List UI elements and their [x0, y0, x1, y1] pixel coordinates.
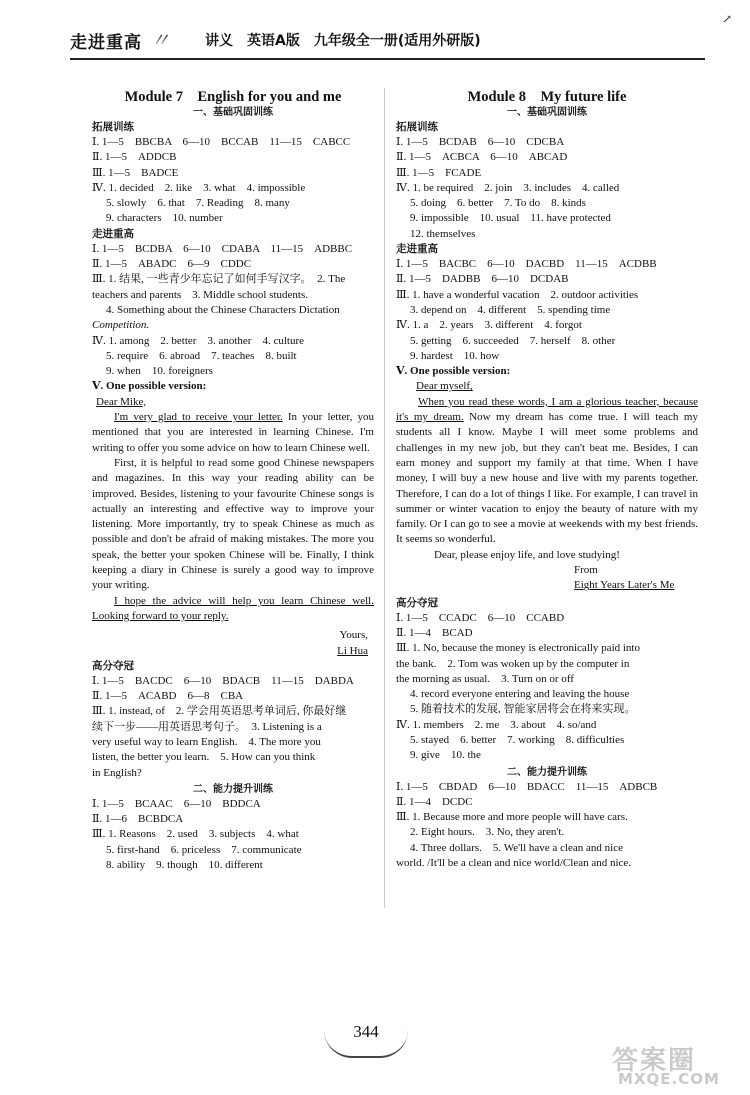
answer-line: Ⅰ. 1—5 BCDAB 6—10 CDCBA	[396, 136, 565, 148]
answer-line: Ⅰ. 1—5 BACDC 6—10 BDACB 11—15 DABDA	[92, 674, 354, 687]
letter-to-mike	[92, 395, 374, 659]
answer-line: Ⅳ. 1. among 2. better 3. another 4. culture	[92, 334, 304, 347]
answer-line: Ⅱ. 1—5 DADBB 6—10 DCDAB	[396, 273, 569, 286]
letter-paragraph: Dear, please enjoy life, and love studying!	[434, 548, 620, 561]
answer-line: 2. Eight hours. 3. No, they aren't.	[410, 826, 565, 839]
ability-training-heading: 二、能力提升训练	[507, 766, 587, 778]
writing-heading: Ⅴ. One possible version:	[396, 365, 511, 378]
answer-line: very useful way to learn English. 4. The more you	[92, 735, 321, 748]
left-column	[92, 88, 374, 873]
answer-line: the bank. 2. Tom was woken up by the computer in	[396, 657, 630, 670]
answer-line: Ⅱ. 1—6 BCBDCA	[92, 813, 184, 826]
corner-mark: ↗	[721, 12, 732, 26]
answer-line: 8. ability 9. though 10. different	[106, 859, 263, 872]
zoujin-heading: 走进重高	[396, 243, 438, 256]
answer-line: 5. stayed 6. better 7. working 8. difficulties	[410, 733, 625, 746]
answer-line: 5. doing 6. better 7. To do 8. kinds	[410, 197, 586, 210]
answer-line: Ⅳ. 1. be required 2. join 3. includes 4. called	[396, 181, 620, 194]
module-7-title: Module 7 English for you and me	[124, 89, 342, 105]
header-rule	[70, 58, 705, 60]
answer-line: Ⅱ. 1—5 ADDCB	[92, 151, 177, 164]
answer-line: Ⅲ. 1. have a wonderful vacation 2. outdoor activities	[396, 288, 639, 301]
answer-line: Ⅲ. 1. 结果, 一些青少年忘记了如何手写汉字。 2. The	[92, 273, 346, 286]
brand-title: 走进重高	[70, 33, 142, 53]
module-8-title: Module 8 My future life	[467, 89, 627, 105]
page-number-ornament	[324, 1030, 408, 1058]
letter-paragraph: I'm very glad to receive your letter. In your letter, you mentioned that you are interested in learning Chinese. I'm writing to offer you some advice on how to learn Chinese well.	[92, 411, 374, 454]
letter-salutation: Dear Mike,	[96, 395, 147, 408]
answer-line: Ⅱ. 1—4 DCDC	[396, 795, 473, 808]
answer-line: the morning as usual. 3. Turn on or off	[396, 672, 574, 685]
letter-signature: Eight Years Later's Me	[574, 579, 675, 592]
answer-line: Ⅲ. 1—5 BADCE	[92, 166, 179, 179]
extension-heading: 拓展训练	[92, 121, 134, 133]
answer-line: in English?	[92, 766, 142, 779]
answer-line: Ⅳ. 1. a 2. years 3. different 4. forgot	[396, 319, 582, 332]
book-title: 讲义 英语A版 九年级全一册(适用外研版)	[205, 33, 481, 49]
answer-line: 3. depend on 4. different 5. spending time	[410, 303, 611, 316]
answer-line: Ⅱ. 1—5 ACBCA 6—10 ABCAD	[396, 151, 568, 164]
right-column	[396, 88, 698, 871]
answer-line: Competition.	[92, 319, 150, 332]
answer-line: 9. give 10. the	[410, 749, 481, 762]
answer-line: Ⅰ. 1—5 BBCBA 6—10 BCCAB 11—15 CABCC	[92, 136, 351, 148]
site-watermark: 答案圈 MXQE.COM	[612, 1046, 720, 1088]
answer-line: 5. getting 6. succeeded 7. herself 8. other	[410, 334, 616, 347]
letter-paragraph: First, it is helpful to read some good Chinese newspapers and magazines. In this way your reading ability can be improved. Besides, listening to your favourite Chinese songs is actually an interesting and effective way to improve your listening. More importantly, try to speak Chinese as much as possible and don't be afraid of making mistakes. The more you speak, the better your spoken Chinese will be. Finally, I think keeping a diary in Chinese is surely a good way to improve your writing.	[92, 456, 374, 592]
letter-from: From	[574, 564, 598, 577]
letter-signature: Li Hua	[337, 644, 368, 657]
answer-line: 4. Something about the Chinese Characters Dictation	[106, 303, 340, 316]
answer-line: 4. Three dollars. 5. We'll have a clean and nice	[410, 841, 623, 854]
answer-line: 4. record everyone entering and leaving the house	[410, 688, 630, 701]
answer-line: 9. when 10. foreigners	[106, 365, 213, 378]
ability-training-heading: 二、能力提升训练	[193, 783, 273, 795]
answer-line: Ⅰ. 1—5 BCDBA 6—10 CDABA 11—15 ADBBC	[92, 242, 353, 255]
answer-line: 9. characters 10. number	[106, 212, 223, 225]
basic-training-heading: 一、基础巩固训练	[507, 107, 587, 118]
answer-line: 续下一步——用英语思考句子。 3. Listening is a	[92, 720, 322, 733]
answer-line: Ⅲ. 1. Because more and more people will have cars.	[396, 811, 628, 824]
answer-line: Ⅲ. 1. instead, of 2. 学会用英语思考单词后, 你最好继	[92, 705, 347, 718]
answer-line: Ⅰ. 1—5 BACBC 6—10 DACBD 11—15 ACDBB	[396, 258, 657, 271]
page-number: 344	[336, 1022, 396, 1042]
answer-line: 5. 随着技术的发展, 智能家居将会在将来实现。	[410, 703, 636, 716]
zoujin-heading: 走进重高	[92, 227, 134, 240]
answer-line: 5. first-hand 6. priceless 7. communicate	[106, 843, 302, 856]
answer-line: 5. slowly 6. that 7. Reading 8. many	[106, 197, 290, 210]
answer-line: 9. hardest 10. how	[410, 349, 500, 362]
page-header	[0, 0, 750, 62]
column-divider	[384, 88, 385, 908]
letter-salutation: Dear myself,	[416, 380, 473, 393]
letter-paragraph: I hope the advice will help you learn Chinese well. Looking forward to your reply.	[92, 594, 374, 622]
answer-line: Ⅲ. 1. Reasons 2. used 3. subjects 4. what	[92, 828, 299, 841]
basic-training-heading: 一、基础巩固训练	[193, 107, 273, 118]
letter-to-myself	[396, 379, 698, 593]
answer-line: Ⅲ. 1—5 FCADE	[396, 166, 482, 179]
answer-line: Ⅲ. 1. No, because the money is electronically paid into	[396, 642, 640, 655]
answer-line: Ⅰ. 1—5 CCADC 6—10 CCABD	[396, 611, 565, 624]
answer-line: Ⅰ. 1—5 CBDAD 6—10 BDACC 11—15 ADBCB	[396, 780, 658, 793]
answer-line: Ⅱ. 1—5 ABADC 6—9 CDDC	[92, 258, 252, 271]
answer-line: Ⅱ. 1—5 ACABD 6—8 CBA	[92, 690, 244, 703]
letter-closing: Yours,	[339, 629, 368, 642]
answer-line: Ⅳ. 1. decided 2. like 3. what 4. impossible	[92, 181, 306, 194]
answer-line: teachers and parents 3. Middle school students.	[92, 288, 308, 301]
writing-heading: Ⅴ. One possible version:	[92, 380, 207, 393]
answer-line: world. /It'll be a clean and nice world/Clean and nice.	[396, 857, 632, 870]
gaofen-heading: 高分夺冠	[92, 659, 134, 672]
answer-line: 9. impossible 10. usual 11. have protected	[410, 212, 611, 225]
letter-paragraph: When you read these words, I am a glorious teacher, because it's my dream. Now my dream has come true. I will teach my students all I know. Maybe I will meet some problems and challenges in my new job, but they can't beat me. Besides, I can earn money and support my family at that time. When I have money, I will buy a new house and live with my parents together. Therefore, I can do a lot of things I like. For example, I can travel in summer or winter vacation to enjoy the beauty of nature with my family. Or I can go to see a movie at weekends with my best friends. It seems so wonderful.	[396, 395, 698, 546]
answer-line: 5. require 6. abroad 7. teaches 8. built	[106, 349, 297, 362]
answer-line: listen, the better you learn. 5. How can you think	[92, 751, 316, 764]
answer-line: 12. themselves	[410, 227, 476, 240]
extension-heading: 拓展训练	[396, 121, 438, 133]
answer-line: Ⅰ. 1—5 BCAAC 6—10 BDDCA	[92, 797, 261, 810]
answer-line: Ⅳ. 1. members 2. me 3. about 4. so/and	[396, 718, 597, 731]
handwriting-mark: 〃	[150, 28, 170, 52]
answer-line: Ⅱ. 1—4 BCAD	[396, 626, 473, 639]
gaofen-heading: 高分夺冠	[396, 596, 438, 609]
